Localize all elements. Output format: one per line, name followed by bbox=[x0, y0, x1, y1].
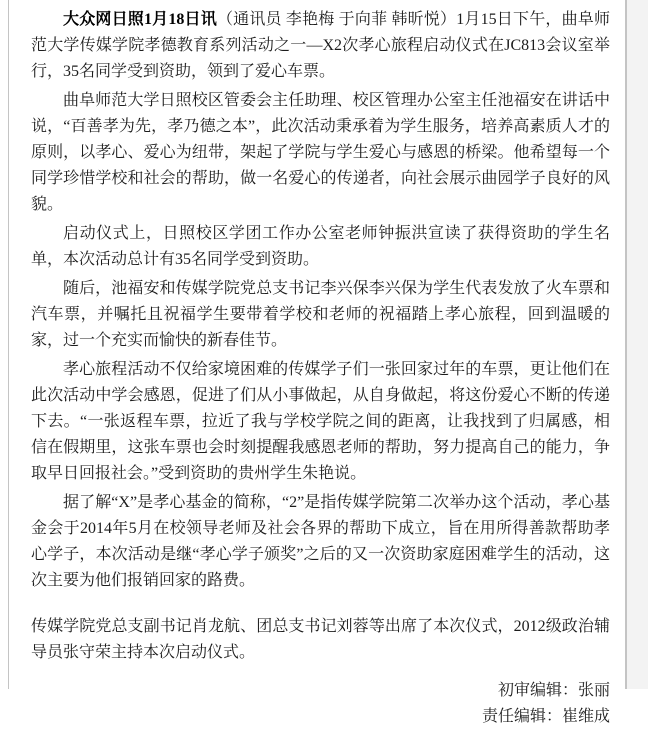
editor-credits bbox=[31, 678, 610, 730]
article-paragraph: 据了解“X”是孝心基金的简称，“2”是指传媒学院第二次举办这个活动，孝心基金会于2014年5月在校领导老师及社会各界的帮助下成立，旨在用所得善款帮助孝心学子，本次活动是继“孝心学子颁奖”之后的又一次资助家庭困难学生的活动，这次主要为他们报销回家的路费。 bbox=[31, 494, 610, 589]
dateline: 大众网日照1月18日讯 bbox=[63, 11, 217, 28]
article-paragraph: 孝心旅程活动不仅给家境困难的传媒学子们一张回家过年的车票，更让他们在此次活动中学会感恩，促进了们从小事做起，从自身做起，将这份爱心不断的传递下去。“一张返程车票，拉近了我与学校学院之间的距离，让我找到了归属感，相信在假期里，这张车票也会时刻提醒我感恩老师的帮助，努力提高自己的能力，争取早日回报社会。”受到资助的贵州学生朱艳说。 bbox=[31, 361, 610, 482]
article-paragraph-attendees: 传媒学院党总支副书记肖龙航、团总支书记刘蓉等出席了本次仪式，2012级政治辅导员张守荣主持本次启动仪式。 bbox=[31, 618, 610, 661]
article-paragraph: 随后，池福安和传媒学院党总支书记李兴保李兴保为学生代表发放了火车票和汽车票，并嘱托且祝福学生要带着学校和老师的祝福踏上孝心旅程，回到温暖的家，过一个充实而愉快的新春佳节。 bbox=[31, 280, 610, 349]
right-gutter bbox=[625, 0, 648, 689]
editor-line-responsible: 责任编辑：崔维成 bbox=[481, 708, 610, 725]
article-paragraph-lead bbox=[31, 7, 610, 85]
article-paragraph: 曲阜师范大学日照校区管委会主任助理、校区管理办公室主任池福安在讲话中说，“百善孝为先，孝乃德之本”，此次活动秉承着为学生服务，培养高素质人才的原则，以孝心、爱心为纽带，架起了学院与学生爱心与感恩的桥梁。他希望每一个同学珍惜学校和社会的帮助，做一名爱心的传递者，向社会展示曲园学子良好的风貌。 bbox=[31, 92, 610, 213]
editor-line-first-review: 初审编辑：张丽 bbox=[497, 682, 610, 699]
lead-paragraph-text: （通讯员 李艳梅 于向菲 韩昕悦）1月15日下午，曲阜师范大学传媒学院孝德教育系列活动之一—X2次孝心旅程启动仪式在JC813会议室举行，35名同学受到资助，领到了爱心车票。 bbox=[31, 11, 610, 80]
article-body bbox=[9, 0, 625, 730]
article-paragraph: 启动仪式上，日照校区学团工作办公室老师钟振洪宣读了获得资助的学生名单，本次活动总计有35名同学受到资助。 bbox=[31, 225, 610, 268]
